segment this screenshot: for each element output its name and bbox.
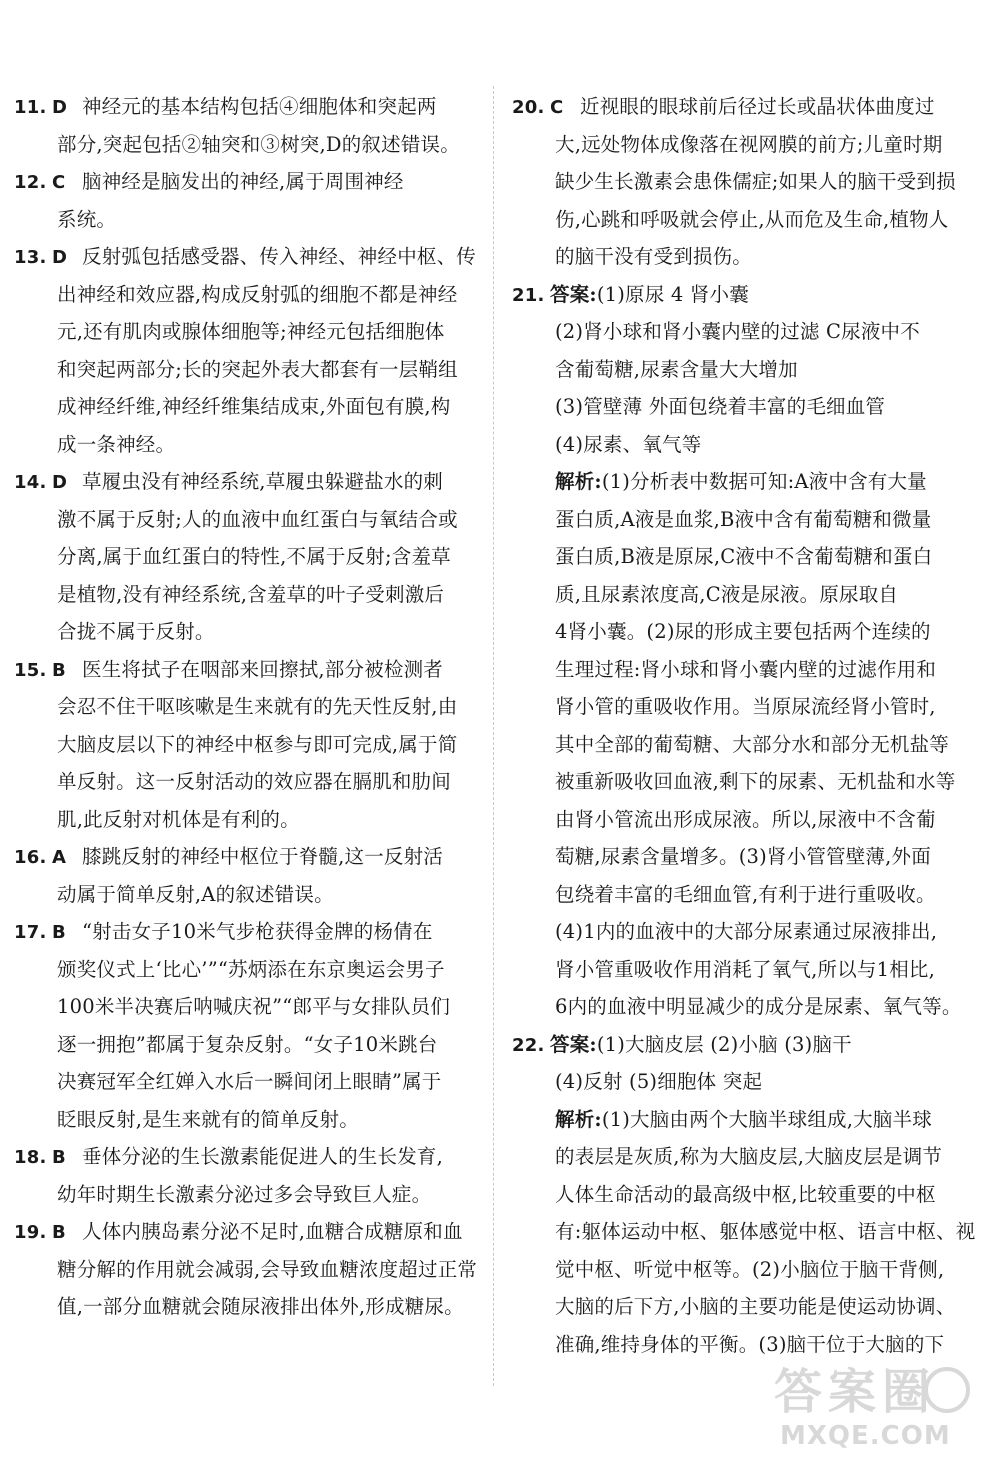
question-number: 18. — [14, 1147, 47, 1168]
question-text-line: 出神经和效应器,构成反射弧的细胞不都是神经 — [57, 282, 458, 306]
question-item — [14, 1138, 476, 1213]
question-number: 15. — [14, 659, 47, 681]
question-answer: B — [52, 1147, 66, 1168]
question-text-line: 眨眼反射,是生来就有的简单反射。 — [57, 1107, 359, 1131]
analysis-text-line: 蛋白质,A液是血浆,B液中含有葡萄糖和微量 — [555, 507, 932, 531]
question-text: 草履虫没有神经系统,草履虫躲避盐水的刺 — [82, 470, 443, 493]
question-item — [14, 913, 476, 1138]
question-first-line — [14, 88, 476, 126]
question-text-line: 决赛冠军全红婵入水后一瞬间闭上眼睛”属于 — [57, 1070, 442, 1093]
question-text-line: 是植物,没有神经系统,含羞草的叶子受刺激后 — [57, 582, 445, 606]
question-answer: A — [52, 847, 67, 868]
question-text: “射击女子10米气步枪获得金牌的杨倩在 — [82, 920, 433, 943]
question-text-line: 缺少生长激素会患侏儒症;如果人的脑干受到损 — [555, 170, 956, 193]
watermark-circle-icon — [924, 1367, 970, 1413]
question-text-line: 肌,此反射对机体是有利的。 — [57, 807, 300, 831]
question-text: 脑神经是脑发出的神经,属于周围神经 — [82, 170, 404, 193]
analysis-text-line: 有:躯体运动中枢、躯体感觉中枢、语言中枢、视 — [555, 1220, 976, 1243]
question-text: 膝跳反射的神经中枢位于脊髓,这一反射活 — [82, 845, 443, 868]
question-first-line — [512, 88, 948, 126]
question-first-line — [14, 1213, 476, 1251]
question-text-line: 和突起两部分;长的突起外表大都套有一层鞘组 — [57, 357, 458, 381]
analysis-text-line: 准确,维持身体的平衡。(3)脑干位于大脑的下 — [555, 1332, 945, 1356]
answer-text-line: (4)反射 (5)细胞体 突起 — [555, 1070, 763, 1093]
question-text-line: 单反射。这一反射活动的效应器在膈肌和肋间 — [57, 770, 452, 793]
question-text-line: 幼年时期生长激素分泌过多会导致巨人症。 — [57, 1182, 432, 1206]
question-item — [512, 276, 962, 1026]
analysis-text-line: 觉中枢、听觉中枢等。(2)小脑位于脑干背侧, — [555, 1257, 945, 1281]
question-text-line: 系统。 — [57, 207, 117, 231]
watermark-logo — [774, 1363, 974, 1453]
analysis-text-line: 质,且尿素浓度高,C液是尿液。原尿取自 — [555, 582, 899, 606]
analysis-text-line: 生理过程:肾小球和肾小囊内壁的过滤作用和 — [555, 657, 937, 681]
analysis-text-line: 肾小管的重吸收作用。当原尿流经肾小管时, — [555, 695, 936, 718]
question-text-line: 逐一拥抱”都属于复杂反射。“女子10米跳台 — [57, 1032, 438, 1056]
question-item — [14, 838, 476, 913]
answer-text-line: (4)尿素、氧气等 — [555, 432, 702, 456]
left-column — [14, 88, 476, 1326]
question-first-line — [14, 163, 476, 201]
question-text: 垂体分泌的生长激素能促进人的生长发育, — [82, 1145, 443, 1168]
question-item — [512, 1026, 976, 1364]
question-text-line: 成神经纤维,神经纤维集结成束,外面包有膜,构 — [57, 395, 451, 418]
question-first-line — [14, 838, 476, 876]
analysis-text: (1)大脑由两个大脑半球组成,大脑半球 — [601, 1107, 932, 1131]
analysis-text-line: 蛋白质,B液是原尿,C液中不含葡萄糖和蛋白 — [555, 545, 933, 568]
answer-text: (1)原尿 4 肾小囊 — [596, 282, 749, 306]
analysis-text-line: (4)1内的血液中的大部分尿素通过尿液排出, — [555, 920, 938, 943]
analysis-text-line: 其中全部的葡萄糖、大部分水和部分无机盐等 — [555, 732, 950, 756]
analysis-label: 解析: — [555, 470, 602, 493]
question-text: 近视眼的眼球前后径过长或晶状体曲度过 — [580, 95, 935, 118]
question-number: 21. — [512, 284, 545, 306]
answer-label: 答案: — [550, 1032, 597, 1056]
question-answer: D — [52, 97, 68, 118]
question-text-line: 100米半决赛后呐喊庆祝”“郎平与女排队员们 — [57, 995, 451, 1018]
question-item — [14, 163, 476, 238]
question-text-line: 的脑干没有受到损伤。 — [555, 245, 753, 268]
analysis-text-line: 6内的血液中明显减少的成分是尿素、氧气等。 — [555, 995, 962, 1018]
question-text-line: 动属于简单反射,A的叙述错误。 — [57, 882, 334, 906]
question-text-line: 伤,心跳和呼吸就会停止,从而危及生命,植物人 — [555, 207, 949, 231]
analysis-label: 解析: — [555, 1107, 602, 1131]
question-first-line — [512, 1026, 948, 1064]
question-number: 22. — [512, 1034, 545, 1056]
column-divider — [493, 86, 494, 1386]
question-first-line — [14, 651, 476, 689]
question-number: 12. — [14, 172, 47, 193]
question-text-line: 糖分解的作用就会减弱,会导致血糖浓度超过正常 — [57, 1257, 478, 1281]
question-text-line: 元,还有肌肉或腺体细胞等;神经元包括细胞体 — [57, 320, 445, 343]
analysis-text-line: 人体生命活动的最高级中枢,比较重要的中枢 — [555, 1182, 936, 1206]
question-answer: D — [52, 472, 68, 493]
question-text: 反射弧包括感受器、传入神经、神经中枢、传 — [82, 245, 477, 268]
right-column — [512, 88, 976, 1363]
question-item — [512, 88, 956, 276]
question-answer: B — [52, 1222, 66, 1243]
analysis-text-line: 包绕着丰富的毛细血管,有利于进行重吸收。 — [555, 882, 936, 906]
question-answer: C — [52, 172, 66, 193]
question-text-line: 合拢不属于反射。 — [57, 620, 215, 643]
analysis-text-line: 由肾小管流出形成尿液。所以,尿液中不含葡 — [555, 807, 936, 831]
answer-text-line: (2)肾小球和肾小囊内壁的过滤 C尿液中不 — [555, 320, 920, 343]
question-answer: C — [550, 97, 564, 118]
question-first-line — [512, 276, 948, 314]
question-text: 医生将拭子在咽部来回擦拭,部分被检测者 — [82, 657, 443, 681]
question-text-line: 部分,突起包括②轴突和③树突,D的叙述错误。 — [57, 132, 460, 156]
question-text-line: 颁奖仪式上‘比心’”“苏炳添在东京奥运会男子 — [57, 957, 445, 981]
answer-text-line: 含葡萄糖,尿素含量大大增加 — [555, 357, 798, 381]
analysis-text-line: 的表层是灰质,称为大脑皮层,大脑皮层是调节 — [555, 1145, 943, 1168]
question-text-line: 大,远处物体成像落在视网膜的前方;儿童时期 — [555, 132, 943, 156]
question-number: 17. — [14, 922, 47, 943]
analysis-text-line: 4肾小囊。(2)尿的形成主要包括两个连续的 — [555, 620, 931, 643]
watermark-text: 答案圈 — [774, 1364, 937, 1420]
question-number: 19. — [14, 1222, 47, 1243]
watermark-url: MXQE.COM — [780, 1421, 951, 1451]
question-number: 20. — [512, 97, 545, 118]
question-first-line — [14, 463, 476, 501]
analysis-text-line: 肾小管重吸收作用消耗了氧气,所以与1相比, — [555, 957, 936, 981]
question-item — [14, 651, 476, 839]
question-first-line — [14, 238, 476, 276]
question-text-line: 激不属于反射;人的血液中血红蛋白与氧结合或 — [57, 507, 458, 531]
question-text-line: 分离,属于血红蛋白的特性,不属于反射;含羞草 — [57, 545, 451, 568]
question-text: 人体内胰岛素分泌不足时,血糖合成糖原和血 — [82, 1220, 463, 1243]
question-text-line: 大脑皮层以下的神经中枢参与即可完成,属于简 — [57, 732, 458, 756]
question-text-line: 会忍不住干呕咳嗽是生来就有的先天性反射,由 — [57, 695, 458, 718]
question-number: 13. — [14, 247, 47, 268]
analysis-first-line — [512, 1101, 948, 1139]
analysis-text-line: 被重新吸收回血液,剩下的尿素、无机盐和水等 — [555, 770, 956, 793]
question-item — [14, 88, 476, 163]
analysis-text-line: 萄糖,尿素含量增多。(3)肾小管管壁薄,外面 — [555, 845, 931, 868]
question-item — [14, 238, 476, 463]
answer-label: 答案: — [550, 282, 597, 306]
question-number: 16. — [14, 847, 47, 868]
question-answer: B — [52, 922, 66, 943]
answer-text-line: (3)管壁薄 外面包绕着丰富的毛细血管 — [555, 395, 886, 418]
question-item — [14, 463, 476, 651]
question-first-line — [14, 1138, 476, 1176]
question-number: 11. — [14, 97, 47, 118]
question-number: 14. — [14, 472, 47, 493]
question-answer: D — [52, 247, 68, 268]
question-text-line: 值,一部分血糖就会随尿液排出体外,形成糖尿。 — [57, 1295, 464, 1318]
question-first-line — [14, 913, 476, 951]
analysis-text: (1)分析表中数据可知:A液中含有大量 — [601, 470, 927, 493]
question-answer: B — [52, 659, 66, 681]
question-text: 神经元的基本结构包括④细胞体和突起两 — [82, 95, 437, 118]
analysis-first-line — [512, 463, 948, 501]
question-text-line: 成一条神经。 — [57, 432, 176, 456]
analysis-text-line: 大脑的后下方,小脑的主要功能是使运动协调、 — [555, 1295, 956, 1318]
question-item — [14, 1213, 476, 1326]
answer-text: (1)大脑皮层 (2)小脑 (3)脑干 — [596, 1032, 852, 1056]
